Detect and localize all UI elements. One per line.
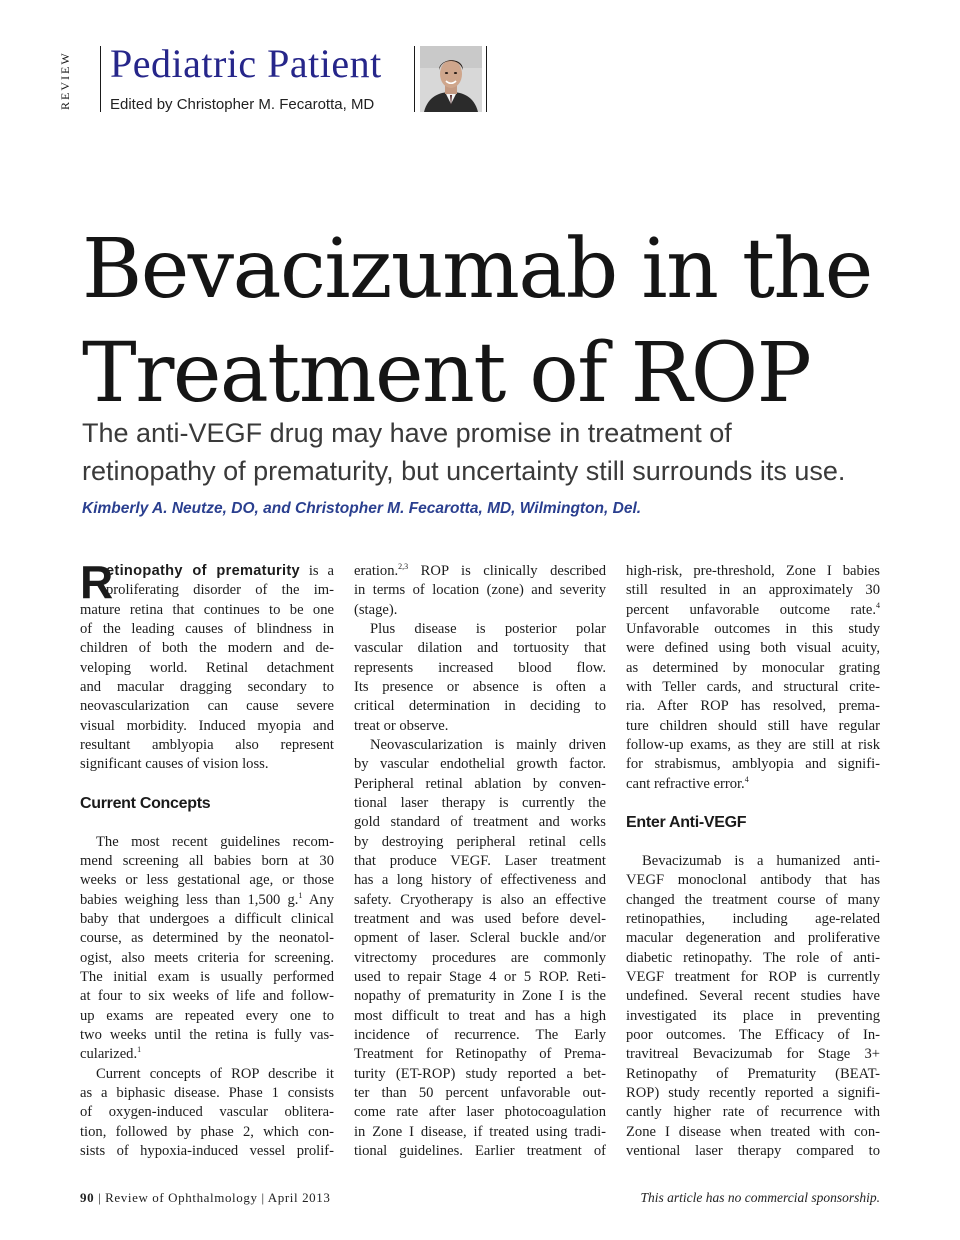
text-line: that produce VEGF. Laser treatment xyxy=(354,852,606,869)
text-line xyxy=(626,775,880,794)
text-line xyxy=(80,1045,334,1064)
text-line: most difficult to treat and has a high xyxy=(354,1007,606,1024)
text-line: tion, followed by phase 2, which con- xyxy=(80,1123,334,1140)
text-line: mature retina that continues to be one xyxy=(80,601,334,618)
text-line: treat or observe. xyxy=(354,717,449,734)
text-segment: ROP is clinically described xyxy=(408,563,606,579)
text-line: as determined by monocular grating xyxy=(626,659,880,676)
text-line xyxy=(354,562,606,581)
citation: 1 xyxy=(137,1045,142,1055)
text-line: Bevacizumab is a humanized anti- xyxy=(642,852,880,869)
text-line: two weeks until the retina is fully vas- xyxy=(80,1026,334,1043)
text-line: Zone I disease when treated with con- xyxy=(626,1123,880,1140)
text-line: treatment and was used before devel- xyxy=(354,910,606,927)
text-segment: percent unfavorable outcome rate. xyxy=(626,601,876,618)
body-column-1 xyxy=(80,556,334,1161)
section-heading-enter-anti-vegf: Enter Anti-VEGF xyxy=(626,814,747,832)
text-line: The initial exam is usually performed xyxy=(80,968,334,985)
text-line: mend screening all babies born at 30 xyxy=(80,852,334,869)
text-line: poor outcomes. The Efficacy of In- xyxy=(626,1026,880,1043)
text-line: investigated its place in preventing xyxy=(626,1007,880,1024)
text-line: sists of hypoxia-induced vessel prolif- xyxy=(80,1142,334,1159)
lead-line-rest: is a xyxy=(299,563,334,579)
text-line: turity (ET-ROP) study reported a bet- xyxy=(354,1065,606,1082)
text-segment: Any xyxy=(302,891,334,908)
text-line: VEGF monoclonal antibody that has xyxy=(626,872,880,889)
text-line: veloping world. Retinal detachment xyxy=(80,659,334,676)
text-line: in terms of location (zone) and severity xyxy=(354,582,606,599)
citation: 4 xyxy=(876,600,880,610)
text-line: ogist, also meets criteria for screening. xyxy=(80,949,334,966)
text-line: visual morbidity. Induced myopia and xyxy=(80,717,334,734)
citation: 2,3 xyxy=(398,562,409,571)
body-column-2 xyxy=(354,562,606,1161)
text-line: follow-up exams, as they are still at risk xyxy=(626,736,880,753)
department-title: Pediatric Patient xyxy=(110,41,382,86)
editor-portrait-icon xyxy=(420,46,482,112)
text-line: Its presence or absence is often a xyxy=(354,678,606,695)
drop-cap: R xyxy=(80,556,114,608)
text-segment: babies weighing less than 1,500 g. xyxy=(80,891,299,908)
text-line: neovascularization can cause severe xyxy=(80,698,334,715)
text-line: ter than 50 percent unfavorable out- xyxy=(354,1084,606,1101)
photo-divider-left xyxy=(414,46,415,112)
text-line: of oxygen-induced vascular oblitera- xyxy=(80,1104,334,1121)
article-title xyxy=(82,218,902,426)
text-line: come rate after laser photocoagulation xyxy=(354,1104,606,1121)
editor-credit: Edited by Christopher M. Fecarotta, MD xyxy=(110,96,375,113)
page-number: 90 xyxy=(80,1190,95,1205)
text-line: nopathy of prematurity in Zone I is the xyxy=(354,988,606,1005)
text-line: critical determination in deciding to xyxy=(354,698,606,715)
text-line: resultant amblyopia also represent xyxy=(80,736,334,753)
text-line: tional laser therapy is currently the xyxy=(354,794,606,811)
text-line: Plus disease is posterior polar xyxy=(370,620,606,637)
text-line: vitrectomy procedures are commonly xyxy=(354,949,606,966)
text-line xyxy=(626,601,880,620)
text-line: Treatment for Retinopathy of Prema- xyxy=(354,1046,606,1063)
text-line: changed the treatment course of many xyxy=(626,891,880,908)
page-footer-left xyxy=(80,1190,330,1206)
text-line: were defined using both visual acuity, xyxy=(626,640,880,657)
text-line: ria. After ROP has resolved, prema- xyxy=(626,698,880,715)
text-line: represents increased blood flow. xyxy=(354,659,606,676)
text-line: travitreal Bevacizumab for Stage 3+ xyxy=(626,1046,880,1063)
photo-divider-right xyxy=(486,46,487,112)
text-line: children of both the modern and de- xyxy=(80,640,334,657)
lead-in: etinopathy of prematurity xyxy=(106,563,300,579)
text-line: tional guidelines. Earlier treatment of xyxy=(354,1142,606,1159)
journal-name: Review of Ophthalmology xyxy=(105,1190,258,1205)
text-line: incidence of recurrence. The Early xyxy=(354,1026,606,1043)
text-line: proliferating disorder of the im- xyxy=(106,582,334,599)
lead-line xyxy=(80,562,334,581)
text-line: retinopathies, including age-related xyxy=(626,910,880,927)
text-line: opment of laser. Scleral buckle and/or xyxy=(354,930,606,947)
article-deck xyxy=(82,414,942,490)
deck-line-1: The anti-VEGF drug may have promise in treatment of xyxy=(82,418,732,448)
text-line: ture children should still have regular xyxy=(626,717,880,734)
text-line: undefined. Several recent studies have xyxy=(626,988,880,1005)
text-line: Neovascularization is mainly driven xyxy=(370,736,606,753)
text-line: safety. Cryotherapy is also an effective xyxy=(354,891,606,908)
author-byline: Kimberly A. Neutze, DO, and Christopher M. Fecarotta, MD, Wilmington, Del. xyxy=(82,500,642,517)
text-line: used to repair Stage 4 or 5 ROP. Reti- xyxy=(354,968,606,985)
text-line: and macular dragging secondary to xyxy=(80,678,334,695)
text-line: The most recent guidelines recom- xyxy=(96,833,334,850)
issue-date: April 2013 xyxy=(267,1190,331,1205)
editor-portrait-image xyxy=(420,46,482,112)
text-line: still resulted in an approximately 30 xyxy=(626,582,880,599)
text-line: (stage). xyxy=(354,601,398,618)
text-line: Current concepts of ROP describe it xyxy=(96,1065,334,1082)
text-line: ROP) study recently reported a signifi- xyxy=(626,1084,880,1101)
text-segment: eration. xyxy=(354,563,399,579)
text-line: by destroying peripheral retinal cells xyxy=(354,833,606,850)
text-line: vascular dilation and tortuosity that xyxy=(354,640,606,657)
text-line: up exams are repeated every one to xyxy=(80,1007,334,1024)
text-line: of the leading causes of blindness in xyxy=(80,620,334,637)
text-line: diabetic retinopathy. The role of anti- xyxy=(626,949,880,966)
text-segment: cularized. xyxy=(80,1046,138,1063)
title-line-2: Treatment of ROP xyxy=(82,326,811,421)
section-tag-review: REVIEW xyxy=(58,51,72,110)
text-segment: cant refractive error. xyxy=(626,775,745,792)
text-line: baby that undergoes a difficult clinical xyxy=(80,910,334,927)
text-line: weeks or less gestational age, or those xyxy=(80,872,334,889)
text-line xyxy=(80,891,334,910)
text-line: has a long history of effectiveness and xyxy=(354,872,606,889)
text-line: gold standard of treatment and works xyxy=(354,814,606,831)
text-line: for strabismus, amblyopia and signifi- xyxy=(626,756,880,773)
section-heading-current-concepts: Current Concepts xyxy=(80,794,211,812)
deck-line-2: retinopathy of prematurity, but uncertainty still surrounds its use. xyxy=(82,456,846,486)
body-column-3 xyxy=(626,562,880,1161)
text-line: course, as determined by the neonatol- xyxy=(80,930,334,947)
header-divider-left xyxy=(100,46,101,112)
citation: 4 xyxy=(744,774,749,784)
text-line: in Zone I disease, if treated using tradi- xyxy=(354,1123,606,1140)
text-line: with Teller cards, and structural crite- xyxy=(626,678,880,695)
footer-separator: | xyxy=(261,1190,265,1205)
text-line: VEGF treatment for ROP is currently xyxy=(626,968,880,985)
text-line: Peripheral retinal ablation by conven- xyxy=(354,775,606,792)
title-line-1: Bevacizumab in the xyxy=(82,222,872,317)
text-line: significant causes of vision loss. xyxy=(80,756,269,773)
citation: 1 xyxy=(298,890,303,900)
text-line: high-risk, pre-threshold, Zone I babies xyxy=(626,563,880,579)
text-line: Retinopathy of Prematurity (BEAT- xyxy=(626,1065,880,1082)
text-line: macular degeneration and proliferative xyxy=(626,930,880,947)
sponsorship-note: This article has no commercial sponsorship. xyxy=(640,1190,880,1205)
text-line: at four to six weeks of life and follow- xyxy=(80,988,334,1005)
text-line: by vascular endothelial growth factor. xyxy=(354,756,606,773)
text-line: Unfavorable outcomes in this study xyxy=(626,620,880,637)
footer-separator: | xyxy=(98,1190,102,1205)
text-line: ventional laser therapy compared to xyxy=(626,1142,880,1159)
text-line: as a biphasic disease. Phase 1 consists xyxy=(80,1084,334,1101)
text-line: cantly higher rate of recurrence with xyxy=(626,1104,880,1121)
